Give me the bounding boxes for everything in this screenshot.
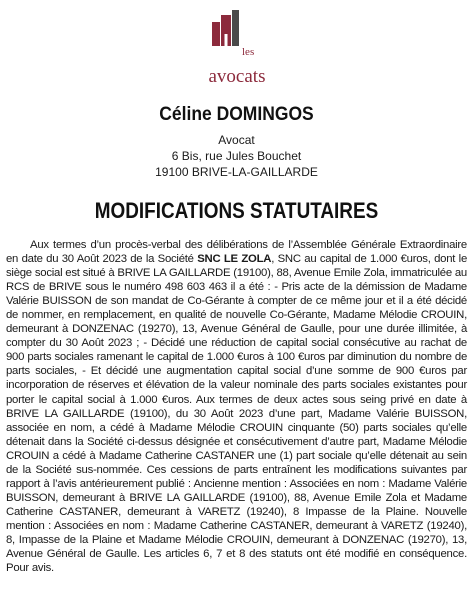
company-name: SNC LE ZOLA bbox=[197, 253, 272, 266]
les-avocats-logo bbox=[196, 10, 278, 86]
lawyer-street: 6 Bis, rue Jules Bouchet bbox=[171, 149, 302, 163]
building-icon bbox=[210, 10, 244, 46]
lawyer-city: 19100 BRIVE-LA-GAILLARDE bbox=[155, 165, 318, 179]
notice-text-intro: Aux termes d’un procès-verbal des délibérations de l’Assemblée Générale Extraordinaire en date du 30 Août 2023 de la Société bbox=[6, 239, 467, 266]
notice-title: MODIFICATIONS STATUTAIRES bbox=[94, 198, 379, 223]
lawyer-role: Avocat bbox=[218, 133, 255, 147]
lawyer-name: Céline DOMINGOS bbox=[159, 104, 314, 125]
logo-text-avocats: avocats bbox=[208, 66, 266, 87]
notice-body bbox=[6, 238, 467, 575]
logo-text-les: les bbox=[242, 46, 255, 58]
notice-text-main: , SNC au capital de 1.000 €uros, dont le siège social est situé à BRIVE LA GAILLARDE (19100), 88, Avenue Emile Zola, immatriculée au RCS de BRIVE sous le numéro 498 603 463 il a été : - Pris acte de la démission de Madame Valérie BUISSON de son mandat de Co-Gérante à compter de ce même jour et il a été décidé de nommer, en remplacement, en qualité de nouvelle Co-Gérante, Madame Mélodie CROUIN, demeurant à DONZENAC (19270), 13, Avenue Général de Gaulle, pour une durée illimitée, à compter du 30 Août 2023 ; - Décidé une réduction de capital social consécutive au rachat de 900 parts sociales ramenant le capital de 1.000 €uros à 100 €uros par diminution du nombre de parts sociales, - Et décidé une augmentation capital social d’une somme de 900 €uros par incorporation de réserves et élévation de la valeur nominale des parts sociales existantes pour porter le capital social à 1.000 €uros. Aux termes de deux actes sous seing privé en date à BRIVE LA GAILLARDE (19100), du 30 Août 2023 d’une part, Madame Valérie BUISSON, associée en nom, a cédé à Madame Mélodie CROUIN cinquante (50) parts sociales qu’elle détenait dans la Société ci-dessus désignée et consécutivement d’autre part, Madame Mélodie CROUIN a cédé à Madame Catherine CASTANER une (1) part sociale qu’elle détenait au sein de la Société sus-nommée. Ces cessions de parts entraînent les modifications suivantes par rapport à l’avis antérieurement publié : Ancienne mention : Associées en nom : Madame Valérie BUISSON, demeurant à BRIVE LA GAILLARDE (19100), 88, Avenue Emile Zola et Madame Catherine CASTANER, demeurant à VARETZ (19240), 8 Impasse de la Plaine. Nouvelle mention : Associées en nom : Madame Catherine CASTANER, demeurant à VARETZ (19240), 8, Impasse de la Plaine et Madame Mélodie CROUIN, demeurant à DONZENAC (19270), 13, Avenue Général de Gaulle. Les articles 6, 7 et 8 des statuts ont été modifié en conséquence. Pour avis. bbox=[6, 253, 467, 575]
